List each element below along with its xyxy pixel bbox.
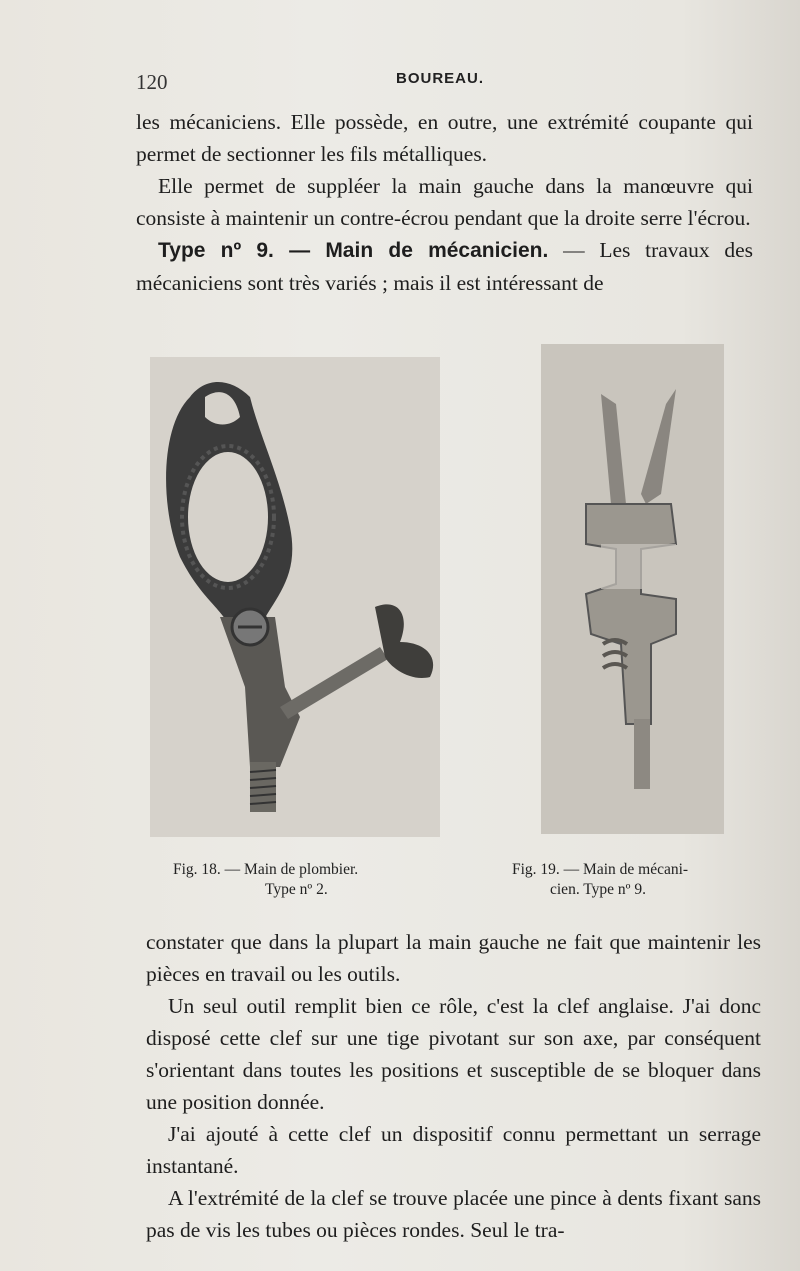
bottom-text-block (146, 926, 761, 1246)
figure-19-photo (541, 344, 724, 834)
figure-18-photo (150, 357, 440, 837)
running-head: BOUREAU. (396, 70, 485, 87)
caption-line: Type nº 2. (265, 881, 328, 898)
plumbers-hand-tool-image (150, 357, 440, 837)
caption-line: Fig. 19. — Main de mécani- (512, 861, 689, 878)
figure-19-caption (512, 860, 772, 900)
paragraph: Elle permet de suppléer la main gauche dans la manœuvre qui consiste à maintenir un contre-écrou pendant que la droite serre l'écrou. (136, 174, 753, 230)
caption-line: cien. Type nº 9. (550, 881, 646, 898)
paragraph: les mécaniciens. Elle possède, en outre, une extrémité coupante qui permet de sectionner les fils métalliques. (136, 110, 753, 166)
page-header (136, 68, 748, 98)
section-heading: Type nº 9. — Main de mécanicien. (158, 239, 549, 262)
paragraph: constater que dans la plupart la main gauche ne fait que maintenir les pièces en travail ou les outils. (146, 930, 761, 986)
mechanics-hand-tool-image (541, 344, 724, 834)
paragraph: J'ai ajouté à cette clef un dispositif connu permettant un serrage instantané. (146, 1122, 761, 1178)
top-text-block (136, 106, 753, 299)
caption-line: Fig. 18. — Main de plombier. (173, 861, 359, 878)
paragraph: Un seul outil remplit bien ce rôle, c'est la clef anglaise. J'ai donc disposé cette clef sur une tige pivotant sur son axe, par conséquent s'orientant dans toutes les positions et susceptible de se bloquer dans une position donnée. (146, 994, 761, 1114)
paragraph: A l'extrémité de la clef se trouve placée une pince à dents fixant sans pas de vis les tubes ou pièces rondes. Seul le tra- (146, 1186, 761, 1242)
figure-18-caption (173, 860, 473, 900)
paragraph (136, 234, 753, 299)
page-number: 120 (136, 70, 168, 94)
paragraph-text: — Les travaux des mécaniciens sont très variés ; mais il est intéressant de (136, 238, 753, 295)
